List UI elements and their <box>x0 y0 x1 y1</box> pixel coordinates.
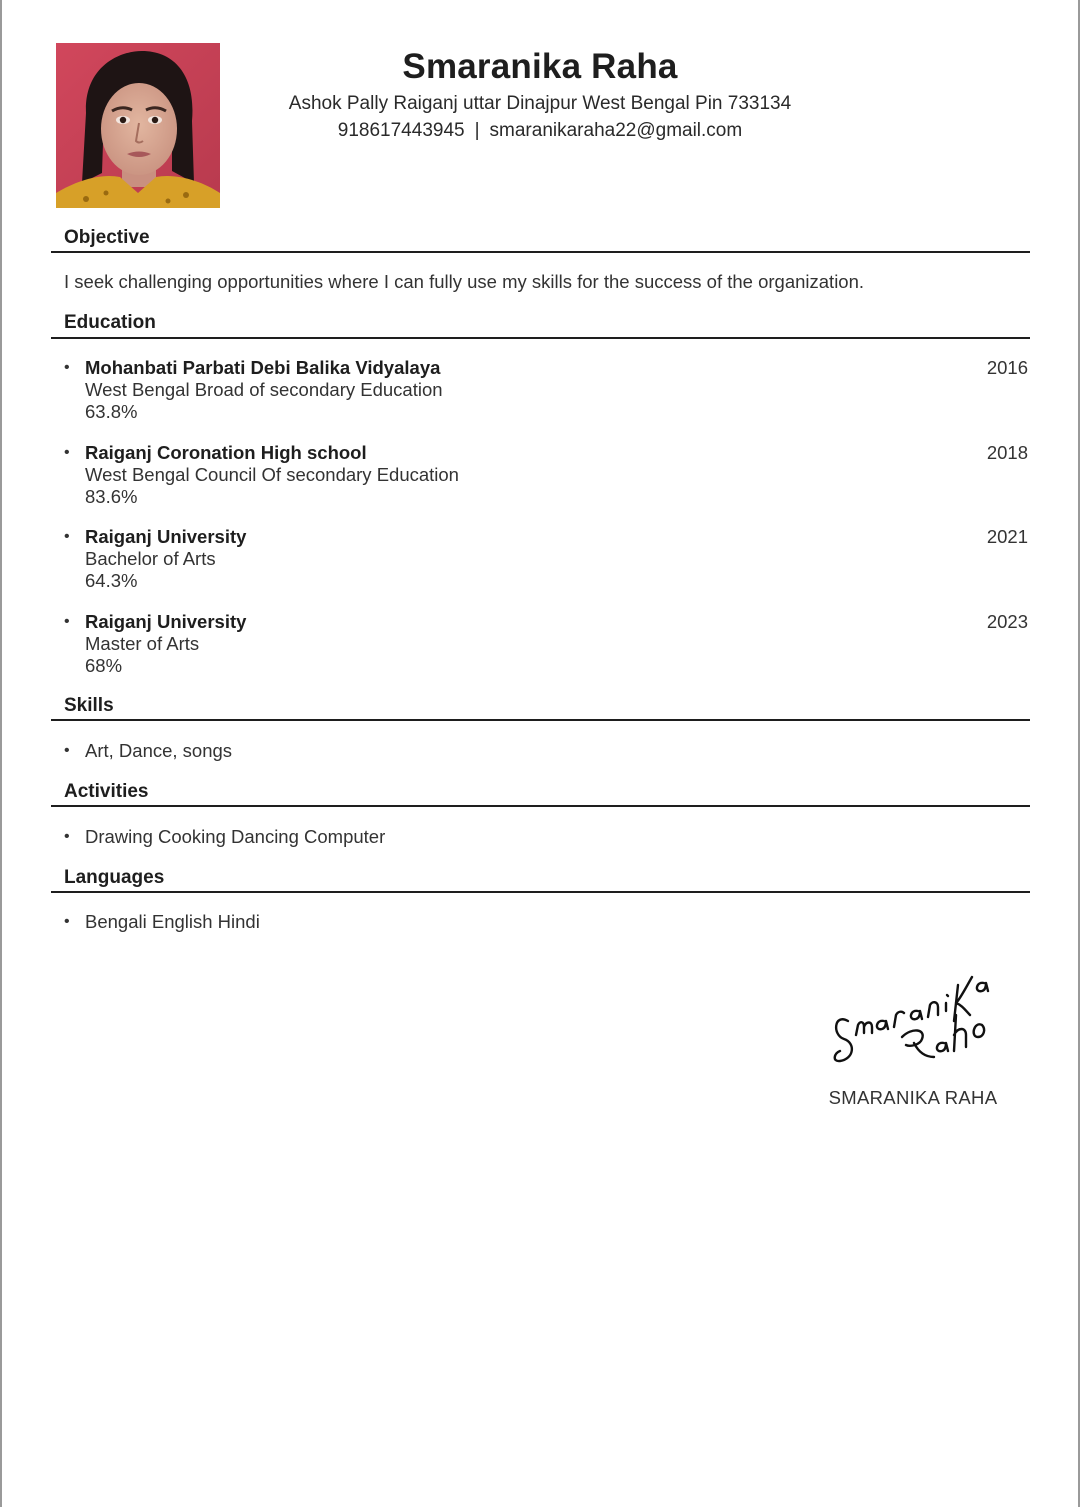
profile-photo <box>56 43 220 208</box>
bullet-icon: • <box>64 742 70 759</box>
skill-item: Art, Dance, songs <box>85 740 233 761</box>
education-year: 2023 <box>986 611 1028 632</box>
education-item <box>64 611 1030 677</box>
education-item <box>64 357 1030 423</box>
institution-name: Raiganj University <box>85 611 247 632</box>
section-title-education: Education <box>64 312 156 333</box>
section-divider <box>51 805 1030 807</box>
education-item <box>64 442 1030 508</box>
education-board: Master of Arts <box>85 633 200 654</box>
education-year: 2018 <box>986 442 1028 463</box>
profile-photo-image <box>56 43 220 208</box>
activity-item: Drawing Cooking Dancing Computer <box>85 826 386 847</box>
bullet-icon: • <box>64 913 70 930</box>
education-year: 2016 <box>986 357 1028 378</box>
bullet-icon: • <box>64 613 70 630</box>
signature-image <box>826 955 996 1075</box>
email-address: smaranikaraha22@gmail.com <box>489 120 743 141</box>
section-divider <box>51 719 1030 721</box>
signature-printed-name: SMARANIKA RAHA <box>828 1087 998 1108</box>
address: Ashok Pally Raiganj uttar Dinajpur West Bengal Pin 733134 <box>288 93 792 114</box>
section-divider <box>51 891 1030 893</box>
section-divider <box>51 337 1030 339</box>
section-title-languages: Languages <box>64 867 165 888</box>
objective-text: I seek challenging opportunities where I can fully use my skills for the success of the organization. <box>64 271 865 292</box>
education-score: 64.3% <box>85 570 138 591</box>
bullet-icon: • <box>64 528 70 545</box>
candidate-name: Smaranika Raha <box>402 47 678 86</box>
section-title-activities: Activities <box>64 781 149 802</box>
institution-name: Raiganj Coronation High school <box>85 442 367 463</box>
education-score: 68% <box>85 655 123 676</box>
education-board: West Bengal Council Of secondary Education <box>85 464 459 485</box>
education-score: 83.6% <box>85 486 138 507</box>
bullet-icon: • <box>64 444 70 461</box>
education-item <box>64 526 1030 592</box>
section-divider <box>51 251 1030 253</box>
education-year: 2021 <box>986 526 1028 547</box>
section-title-objective: Objective <box>64 227 150 248</box>
education-score: 63.8% <box>85 401 138 422</box>
contact-line <box>240 118 840 144</box>
phone-number: 918617443945 <box>337 120 465 141</box>
bullet-icon: • <box>64 359 70 376</box>
education-board: West Bengal Broad of secondary Education <box>85 379 443 400</box>
language-item: Bengali English Hindi <box>85 911 260 932</box>
institution-name: Raiganj University <box>85 526 247 547</box>
section-title-skills: Skills <box>64 695 114 716</box>
bullet-icon: • <box>64 828 70 845</box>
handwritten-signature <box>826 955 996 1075</box>
education-board: Bachelor of Arts <box>85 548 216 569</box>
institution-name: Mohanbati Parbati Debi Balika Vidyalaya <box>85 357 441 378</box>
resume-header <box>240 44 840 144</box>
contact-separator: | <box>474 120 480 141</box>
